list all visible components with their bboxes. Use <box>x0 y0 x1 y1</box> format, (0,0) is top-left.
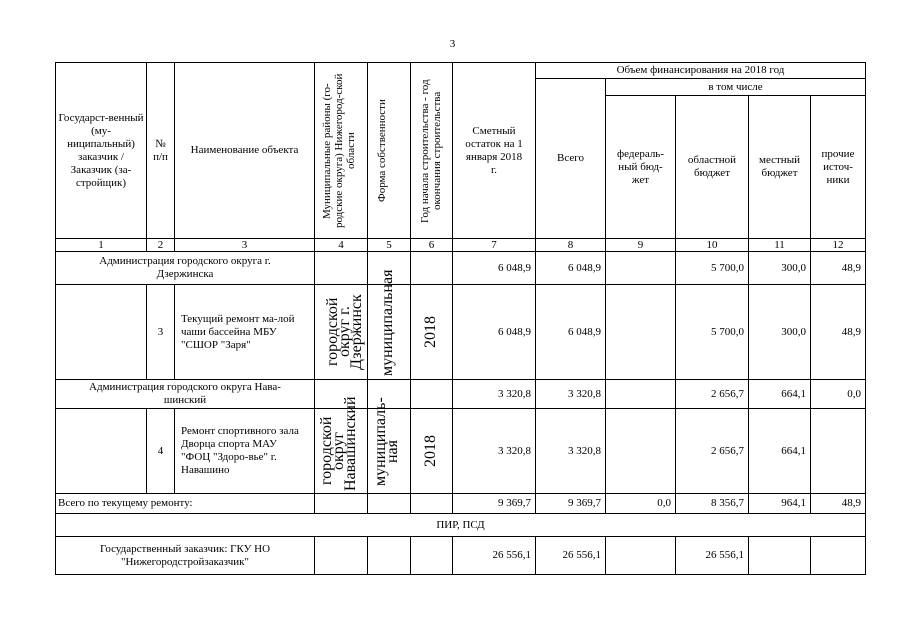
cell-federal <box>606 252 675 284</box>
cell-local: 300,0 <box>781 261 806 274</box>
cell-other <box>811 537 865 574</box>
row-state-customer-name: Государственный заказчик: ГКУ НО "Нижегородстройзаказчик" <box>99 542 271 568</box>
col-number: 10 <box>706 238 718 251</box>
cell-estimate: 9 369,7 <box>498 497 531 509</box>
cell-federal <box>606 537 675 574</box>
cell-local: 664,1 <box>781 387 806 400</box>
col-number: 11 <box>774 238 785 251</box>
cell-regional: 5 700,0 <box>711 325 744 338</box>
cell-estimate: 26 556,1 <box>492 549 531 561</box>
cell-year: 2018 <box>421 435 439 467</box>
cell-ownership: муниципальная <box>379 269 396 376</box>
header-object-name: Наименование объекта <box>190 144 299 156</box>
col-number: 8 <box>567 238 574 251</box>
col-number: 4 <box>338 238 344 251</box>
col-number: 12 <box>832 238 844 251</box>
cell-ownership: муниципаль-ная <box>372 397 401 486</box>
section-heading: ПИР, ПСД <box>436 518 485 531</box>
row-dzerzhinsk-admin-name: Администрация городского округа г. Дзержинска <box>99 255 271 280</box>
header-ownership: Форма собственности <box>376 99 388 202</box>
cell-other: 0,0 <box>847 387 861 400</box>
cell-number: 4 <box>157 444 164 457</box>
header-number: № п/п <box>153 137 168 163</box>
header-estimated-balance: Сметный остаток на 1 января 2018 г. <box>465 124 523 176</box>
cell-other: 48,9 <box>841 261 861 274</box>
cell-number: 3 <box>157 325 164 338</box>
header-local-budget: местный бюджет <box>759 154 800 179</box>
header-federal-budget: федераль-ный бюд-жет <box>617 147 664 186</box>
cell-regional: 26 556,1 <box>705 549 744 561</box>
cell-other: 48,9 <box>841 325 861 338</box>
cell-estimate: 3 320,8 <box>498 444 531 457</box>
cell-regional: 2 656,7 <box>711 387 744 400</box>
cell-regional: 8 356,7 <box>711 497 744 509</box>
cell-total: 3 320,8 <box>568 444 601 457</box>
cell-local: 664,1 <box>781 444 806 457</box>
financing-table <box>55 62 866 575</box>
header-other-sources: прочие источ-ники <box>821 147 855 186</box>
cell-federal <box>606 409 675 493</box>
cell-estimate: 6 048,9 <box>498 261 531 274</box>
row-navashino-admin-name: Администрация городского округа Нава-шинский <box>89 381 281 406</box>
cell-estimate: 6 048,9 <box>498 325 531 338</box>
col-number: 5 <box>386 238 392 251</box>
cell-local: 300,0 <box>781 325 806 338</box>
cell-total: 9 369,7 <box>568 497 601 509</box>
cell-other: 48,9 <box>841 497 861 509</box>
header-total: Всего <box>557 152 584 164</box>
cell-other <box>811 409 865 493</box>
col-number: 6 <box>428 238 435 251</box>
header-customer: Государст-венный (му-ниципальный) заказчик / Заказчик (за-стройщик) <box>58 111 144 189</box>
cell-object-name: Ремонт спортивного зала Дворца спорта МАУ "ФОЦ "Здоро-вье" г. Навашино <box>181 425 299 476</box>
cell-total: 6 048,9 <box>568 261 601 274</box>
col-number: 1 <box>98 238 104 251</box>
cell-local: 964,1 <box>781 497 806 509</box>
cell-district: городской округ Навашинский <box>318 396 359 491</box>
cell-district: городской округ г. Дзержинск <box>324 294 365 370</box>
col-number: 3 <box>241 238 248 251</box>
cell-regional: 5 700,0 <box>711 261 744 274</box>
col-number: 9 <box>637 238 644 251</box>
page-number: 3 <box>449 38 456 50</box>
cell-estimate: 3 320,8 <box>498 387 531 400</box>
header-funding-volume: Объем финансирования на 2018 год <box>616 64 785 76</box>
cell-total: 6 048,9 <box>568 325 601 338</box>
col-number: 7 <box>491 238 497 251</box>
cell-local <box>749 537 810 574</box>
cell-total: 26 556,1 <box>562 549 601 561</box>
cell-federal <box>606 380 675 408</box>
header-construction-years: Год начала строительства - год окончания строительства <box>418 78 443 223</box>
header-including: в том числе <box>708 80 763 93</box>
cell-object-name: Текущий ремонт ма-лой чаши бассейна МБУ "СШОР "Заря" <box>181 312 295 351</box>
cell-year: 2018 <box>421 316 439 348</box>
cell-federal: 0,0 <box>657 497 671 509</box>
row-total-label: Всего по текущему ремонту: <box>58 497 193 509</box>
header-districts: Муниципальные районы (го-родские округа) Нижегород-ской области <box>321 73 357 228</box>
cell-federal <box>606 285 675 379</box>
cell-total: 3 320,8 <box>568 387 601 400</box>
cell-regional: 2 656,7 <box>711 444 744 457</box>
header-regional-budget: областной бюджет <box>687 154 737 179</box>
col-number: 2 <box>157 238 164 251</box>
